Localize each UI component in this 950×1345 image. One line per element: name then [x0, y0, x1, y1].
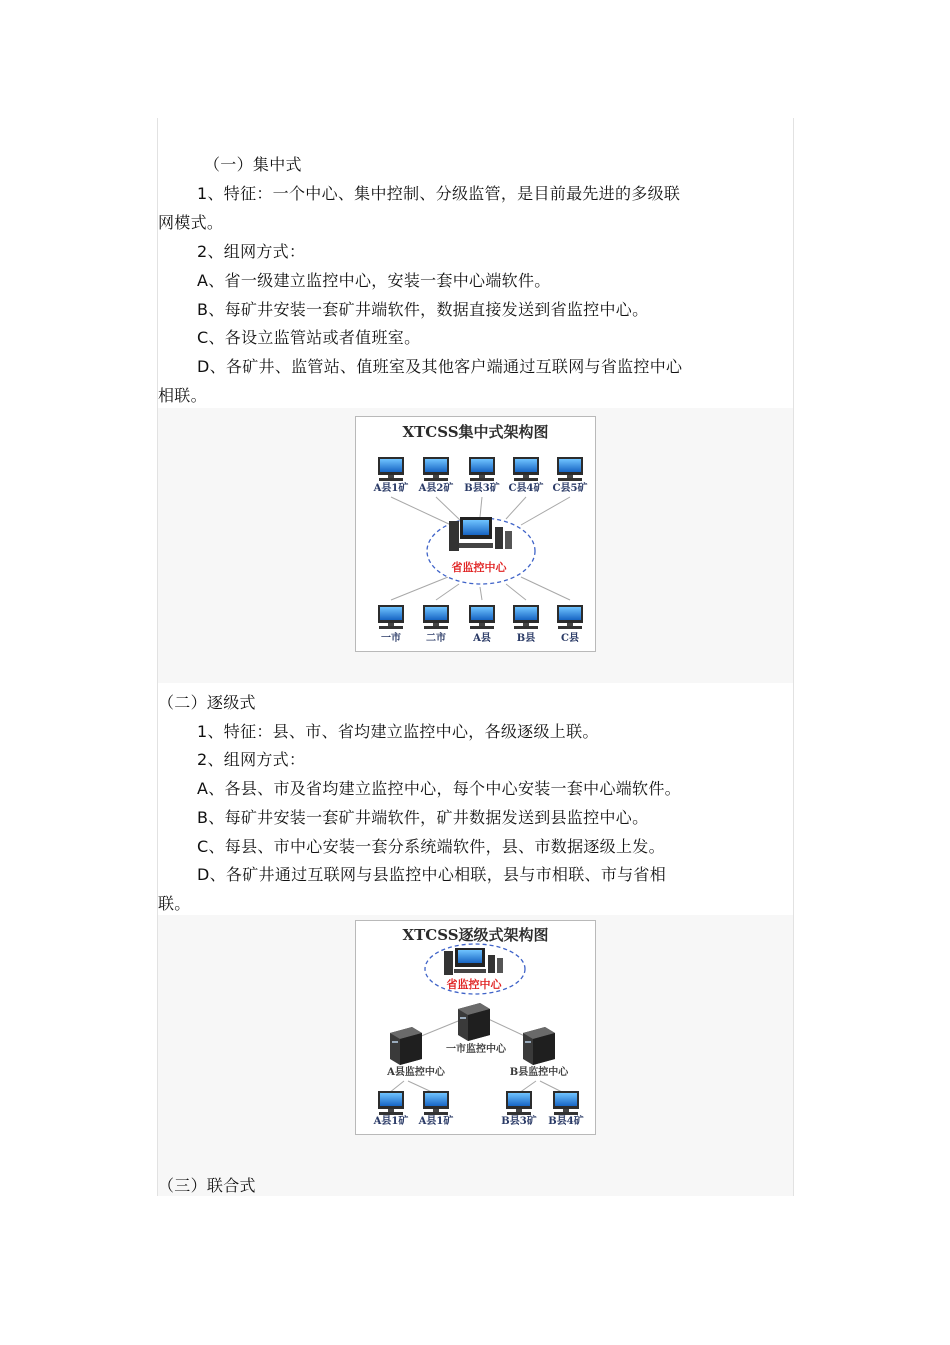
- top-node-label: C县4矿: [508, 483, 544, 494]
- computer-icon: [469, 457, 495, 481]
- computer-icon: [423, 457, 449, 481]
- section1-item-b: B、每矿井安装一套矿井端软件，数据直接发送到省监控中心。: [197, 300, 649, 319]
- county-b-center-label: B县监控中心: [509, 1067, 569, 1078]
- section2-item-d-line2: 联。: [158, 894, 191, 913]
- diagram2-title: XTCSS逐级式架构图: [402, 926, 549, 944]
- server-tower-icon: [523, 1027, 555, 1065]
- computer-icon: [506, 1091, 532, 1115]
- section2-heading: （二）逐级式: [158, 693, 256, 712]
- section3-heading: （三）联合式: [158, 1176, 256, 1195]
- bottom-node-label: 一市: [381, 633, 401, 644]
- top-node-label: C县5矿: [552, 483, 588, 494]
- section2-item-b: B、每矿井安装一套矿井端软件，矿井数据发送到县监控中心。: [197, 808, 649, 827]
- center-label: 省监控中心: [446, 978, 502, 991]
- section1-item-d-line1: D、各矿井、监管站、值班室及其他客户端通过互联网与省监控中心: [197, 357, 683, 376]
- computer-icon: [378, 457, 404, 481]
- bottom-node-label: B县: [516, 633, 536, 644]
- mine-label: B县3矿: [501, 1116, 537, 1127]
- hierarchical-architecture-diagram: [355, 920, 596, 1135]
- section1-network-title: 2、组网方式：: [197, 242, 306, 261]
- computer-icon: [423, 605, 449, 629]
- computer-icon: [469, 605, 495, 629]
- section1-heading: （一）集中式: [204, 155, 302, 174]
- bottom-node-label: A县: [473, 633, 491, 644]
- county-a-center-label: A县监控中心: [387, 1067, 445, 1078]
- computer-icon: [513, 605, 539, 629]
- mine-label: B县4矿: [548, 1116, 584, 1127]
- city-center-label: 一市监控中心: [446, 1044, 506, 1055]
- top-node-label: A县1矿: [373, 483, 409, 494]
- diagram1-graphic: [356, 417, 595, 651]
- mine-label: A县1矿: [418, 1116, 454, 1127]
- computer-icon: [553, 1091, 579, 1115]
- diagram2-graphic: [356, 921, 595, 1134]
- section2-item-c: C、每县、市中心安装一套分系统端软件，县、市数据逐级上发。: [197, 837, 665, 856]
- section2-item-d-line1: D、各矿井通过互联网与县监控中心相联，县与市相联、市与省相: [197, 865, 667, 884]
- section1-feature-line2: 网模式。: [158, 213, 224, 232]
- bottom-node-label: 二市: [426, 633, 446, 644]
- section2-item-a: A、各县、市及省均建立监控中心，每个中心安装一套中心端软件。: [197, 779, 681, 798]
- server-tower-icon: [458, 1003, 490, 1041]
- computer-icon: [513, 457, 539, 481]
- top-node-label: B县3矿: [464, 483, 500, 494]
- top-node-label: A县2矿: [418, 483, 454, 494]
- section2-feature: 1、特征：县、市、省均建立监控中心，各级逐级上联。: [197, 722, 599, 741]
- centralized-architecture-diagram: [355, 416, 596, 652]
- section1-item-a: A、省一级建立监控中心，安装一套中心端软件。: [197, 271, 551, 290]
- computer-icon: [378, 605, 404, 629]
- diagram1-title: XTCSS集中式架构图: [402, 423, 549, 441]
- bottom-node-label: C县: [561, 633, 579, 644]
- computer-icon: [557, 605, 583, 629]
- server-tower-icon: [390, 1027, 422, 1065]
- computer-icon: [557, 457, 583, 481]
- mine-label: A县1矿: [373, 1116, 409, 1127]
- computer-icon: [423, 1091, 449, 1115]
- center-label: 省监控中心: [451, 561, 507, 574]
- computer-icon: [378, 1091, 404, 1115]
- section1-feature-line1: 1、特征：一个中心、集中控制、分级监管，是目前最先进的多级联: [197, 184, 681, 203]
- section1-item-d-line2: 相联。: [158, 386, 207, 405]
- section1-item-c: C、各设立监管站或者值班室。: [197, 328, 421, 347]
- section2-network-title: 2、组网方式：: [197, 750, 306, 769]
